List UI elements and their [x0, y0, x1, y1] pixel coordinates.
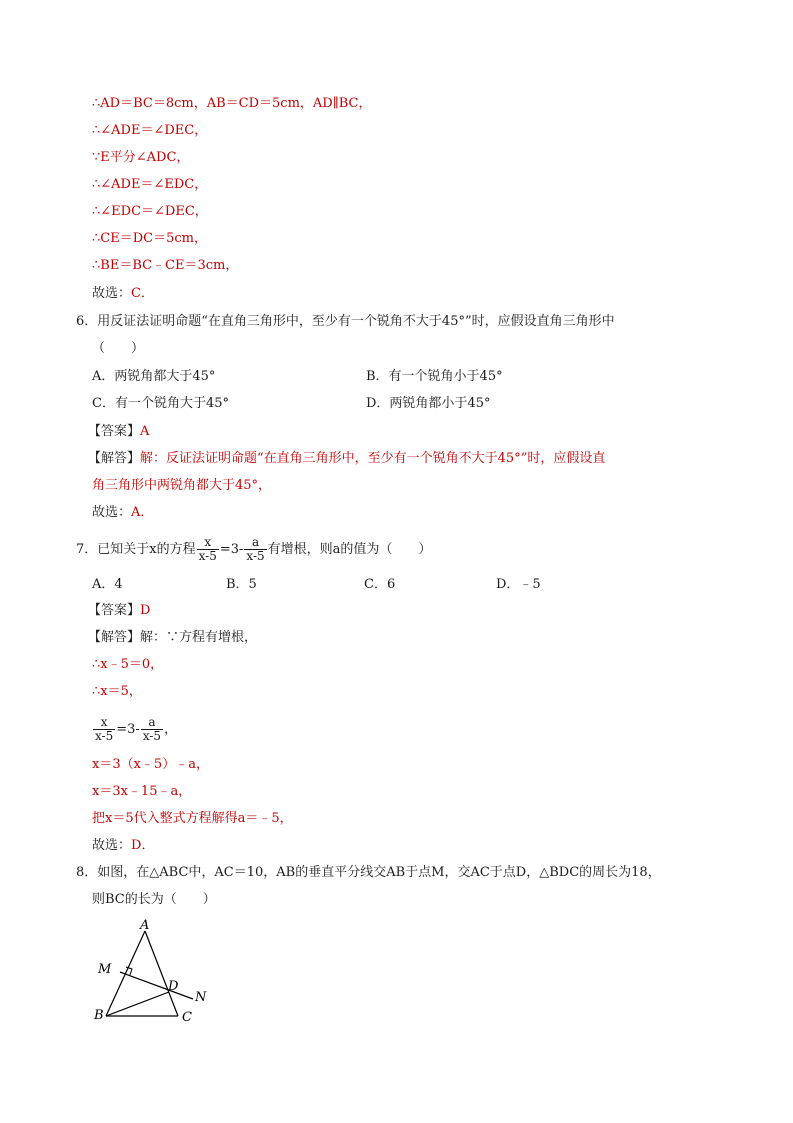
q6-stem-line-1: 6．用反证法证明命题“在直角三角形中，至少有一个锐角不大于45°”时，应假设直角三角形中: [76, 314, 615, 329]
q7-eq-suffix: ，: [164, 721, 178, 737]
q7-eq-fraction-1: [93, 716, 115, 743]
q8-stem-line-2: 则BC的长为（ ）: [92, 892, 216, 907]
q7-explain-text-1: 解：∵方程有增根，: [140, 630, 258, 645]
q6-stem-line-2: （ ）: [92, 341, 145, 356]
q7-fraction-2: [244, 536, 266, 563]
q5-solution-line-6: ∴CE＝DC＝5cm，: [92, 231, 207, 246]
q7-choose-prefix: 故选：: [92, 838, 132, 853]
q7-eq-fraction-1-den: x-5: [95, 729, 114, 743]
q6-answer-label: 【答案】: [88, 424, 141, 439]
q7-option-d: D．﹣5: [496, 577, 541, 592]
q8-label-n: N: [195, 990, 207, 1005]
q7-answer-label: 【答案】: [88, 603, 141, 618]
q6-option-a: A．两锐角都大于45°: [92, 369, 216, 384]
q6-option-d: D．两锐角都小于45°: [366, 396, 491, 411]
q7-eq-fraction-2-num: a: [148, 715, 156, 729]
q6-explain-label: 【解答】: [88, 451, 141, 466]
q7-fraction-1-den: x-5: [198, 549, 217, 563]
q7-stem-suffix: 有增根，则a的值为（ ）: [267, 541, 432, 557]
q7-answer-value: D: [140, 603, 151, 618]
q8-label-c: C: [182, 1010, 192, 1025]
q5-solution-line-5: ∴∠EDC＝∠DEC，: [92, 204, 208, 219]
q8-label-m: M: [98, 962, 112, 977]
q7-stem-prefix: 7．已知关于x的方程: [76, 541, 196, 557]
q6-option-c: C．有一个锐角大于45°: [92, 396, 229, 411]
q7-stem: [76, 536, 431, 563]
q7-step-4: x＝3x﹣15﹣a，: [92, 784, 192, 799]
q7-step-2: ∴x＝5，: [92, 684, 142, 699]
q8-stem-line-1: 8．如图，在△ABC中，AC＝10，AB的垂直平分线交AB于点M，交AC于点D，△BDC的周长为18，: [76, 865, 661, 880]
q5-solution-line-4: ∴∠ADE＝∠EDC，: [92, 177, 208, 192]
q6-answer: [88, 423, 149, 441]
q7-step-5: 把x＝5代入整式方程解得a＝﹣5，: [92, 811, 293, 826]
q6-answer-value: A: [140, 424, 150, 439]
q8-perpendicular-bisector: [120, 972, 193, 999]
q8-label-b: B: [94, 1008, 104, 1023]
q5-choose-prefix: 故选：: [92, 286, 132, 301]
q6-choose-prefix: 故选：: [92, 505, 132, 520]
q6-option-b: B．有一个锐角小于45°: [366, 369, 503, 384]
q5-solution-line-2: ∴∠ADE＝∠DEC，: [92, 123, 208, 138]
q7-fraction-2-num: a: [251, 535, 260, 549]
q7-step-1: ∴x﹣5＝0，: [92, 657, 164, 672]
q7-fraction-2-den: x-5: [246, 549, 265, 563]
q5-choose-value: C．: [131, 286, 154, 301]
q7-choose-value: D．: [131, 838, 155, 853]
q8-triangle-figure: [90, 915, 230, 1035]
q6-explain-line-2: 角三角形中两锐角都大于45°，: [92, 478, 272, 493]
q7-eq-fraction-2-den: x-5: [142, 729, 162, 743]
q7-fraction-1: [197, 536, 219, 563]
q7-option-a: A．4: [92, 577, 123, 592]
q7-explain-line-1: [88, 629, 257, 647]
q5-solution-line-7: ∴BE＝BC﹣CE＝3cm，: [92, 258, 239, 273]
q8-label-a: A: [140, 918, 150, 933]
q7-step-3: x＝3（x﹣5）﹣a，: [92, 757, 209, 772]
q7-eq-mid: =3-: [116, 721, 140, 737]
q8-segment-ac: [145, 931, 178, 1016]
q5-solution-line-1: ∴AD＝BC＝8cm，AB＝CD＝5cm，AD∥BC，: [92, 96, 372, 111]
q7-eq-fraction-2: [141, 716, 163, 743]
q7-answer: [88, 602, 150, 620]
q7-eq-fraction-1-num: x: [100, 715, 108, 729]
q5-choose: [92, 285, 154, 303]
q7-fraction-1-num: x: [204, 535, 212, 549]
q6-choose: [92, 504, 153, 522]
q7-option-c: C．6: [364, 577, 396, 592]
q7-option-b: B．5: [226, 577, 257, 592]
q6-choose-value: A．: [131, 505, 154, 520]
q6-explain-text-1: 解：反证法证明命题“在直角三角形中，至少有一个锐角不大于45°”时，应假设直: [140, 451, 606, 466]
q6-explain-line-1: [88, 450, 605, 468]
q7-explain-label: 【解答】: [88, 630, 141, 645]
q8-label-d: D: [168, 979, 179, 994]
q7-equation: [92, 716, 177, 743]
q7-stem-mid: =3-: [219, 541, 244, 557]
q5-solution-line-3: ∵E平分∠ADC，: [92, 150, 190, 165]
q7-choose: [92, 837, 154, 855]
